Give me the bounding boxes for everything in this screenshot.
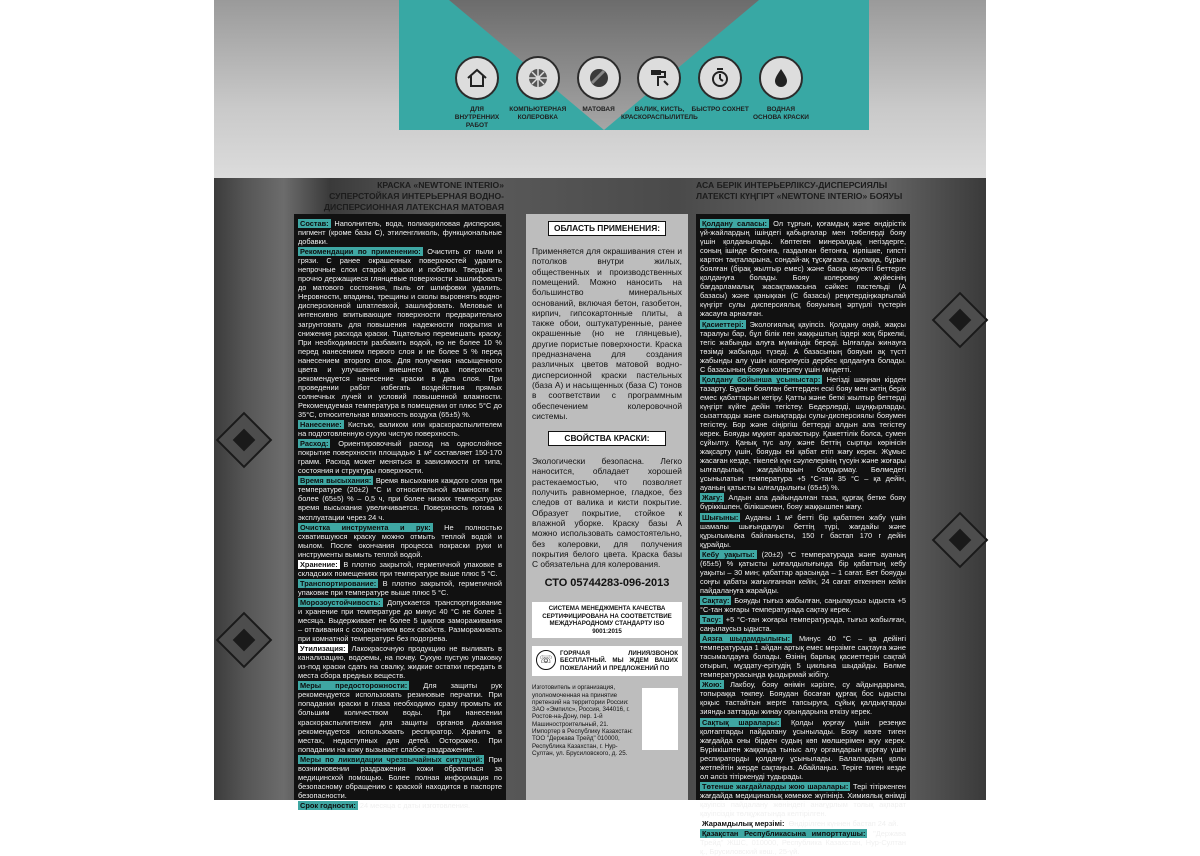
kz-section	[700, 615, 906, 633]
section-tag: Транспортирование:	[300, 578, 377, 588]
feature-caption: КОМПЬЮТЕРНАЯ КОЛЕРОВКА	[509, 106, 567, 121]
decor-diamond	[216, 612, 273, 669]
application-info	[526, 214, 688, 800]
section-tag: Жағу:	[702, 493, 723, 503]
feature-caption: ВАЛИК, КИСТЬ, КРАСКОРАСПЫЛИТЕЛЬ	[621, 106, 698, 121]
section-tag: Шығыны:	[702, 512, 739, 522]
section-tag: Срок годности:	[300, 800, 356, 810]
section-text: Лакбоу, бояу өнімін кәрізге, су айдындарына, топыраққа төкпеу. Бояудан босаған құрғақ бос ыдысты қоқыс тастайтын жерге тапсыруға, сұйық қалдықтарды зиянды заттарды жинау орындарына өткізу керек.	[700, 680, 906, 717]
ru-section	[298, 439, 502, 475]
feature-caption: БЫСТРО СОХНЕТ	[691, 106, 749, 113]
feature-caption: ДЛЯ ВНУТРЕННИХ РАБОТ	[454, 106, 500, 129]
section-tag: Қолдану бойынша ұсыныстар:	[702, 374, 821, 384]
section-tag: Морозоустойчивость:	[300, 597, 381, 607]
section-text: В плотно закрытой, герметичной упаковке при температуре выше плюс 5 °С.	[298, 578, 502, 597]
ru-section	[298, 560, 502, 578]
section-text: Для защиты рук рекомендуется использовать резиновые перчатки. При попадании краски в глаза необходимо сразу промыть их большим количеством воды. При нанесении краскораспылителем для защиты органов дыхания рекомендуется использовать респиратор. Хранить в местах, недоступных для детей. Осторожно. При попадании на кожу вызывает слабое раздражение.	[298, 681, 502, 754]
feature-caption: МАТОВАЯ	[582, 106, 615, 113]
kz-section	[700, 829, 906, 856]
application-area-heading: ОБЛАСТЬ ПРИМЕНЕНИЯ:	[548, 221, 666, 236]
section-text: Минус 40 °С – қа дейінгі температурада 1 айдан артық емес мерзімге сақтауға және тасымалдауға болады. Өзінің барлық қасиеттерін сақтай отырып, мұздату-ерітудің 5 циклына шыдайды. Бөлме температурасында қыздырмай жібіту.	[700, 634, 906, 680]
kz-section	[700, 782, 906, 818]
ru-section	[298, 579, 502, 597]
kz-section	[700, 819, 906, 828]
section-tag: Очистка инструмента и рук:	[300, 522, 431, 532]
product-title-kz: АСА БЕРІК ИНТЕРЬЕРЛІКСУ-ДИСПЕРСИЯЛЫ ЛАТЕКСТІ КҮҢГІРТ «NEWTONE INTERIO» БОЯУЫ	[696, 180, 903, 201]
decor-diamond	[216, 412, 273, 469]
kz-section	[700, 493, 906, 511]
house-icon	[455, 56, 499, 100]
feature-icons	[448, 56, 810, 146]
kz-section	[700, 718, 906, 781]
hotline-text: ГОРЯЧАЯ ЛИНИЯ/ЗВОНОК БЕСПЛАТНЫЙ. МЫ ЖДЕМ ВАШИХ ПОЖЕЛАНИЙ И ПРЕДЛОЖЕНИЙ ПО	[560, 650, 678, 672]
paint-properties-text: Экологически безопасна. Легко наносится, обладает хорошей растекаемостью, что позволяет получить равномерное, гладкое, без следов от валика и кисти покрытие. Образует покрытие, стойкое к влажной уборке. Краску базы А можно использовать самостоятельно, без колеровки, для получения покрытия белого цвета. Краска базы С обязательна для колерования.	[532, 456, 682, 570]
section-text: Очистить от пыли и грязи. С ранее окрашенных поверхностей удалить непрочные слои старой краски и побелки. Твердые и прочно держащиеся глянцевые поверхности зашлифовать до матового состояния, пыль от шлифовки удалить. Неровности, впадины, трещины и сколы выровнять водно-дисперсионной шпатлевкой, зашлифовать. Меловые и интенсивно впитывающие поверхности предварительно загрунтовать для повышения надежности покрытия и снижения расхода краски. Тщательно перемешать краску. При необходимости разбавить водой, но не более 10 % перед нанесением первого слоя и не более 5 % перед нанесением второго слоя. Для получения насыщенного цвета и улучшения внешнего вида поверхности рекомендуется нанесение краски в два слоя. При проведении работ избегать воздействия прямых солнечных лучей и условий повышенной влажности. Рекомендуемая температура в помещении от плюс 5°С до 35°С, относительная влажность воздуха (65±5) %.	[298, 247, 503, 419]
section-tag: Расход:	[300, 439, 329, 449]
section-text: Наполнитель, вода, полиакриловая дисперсия, пигмент (кроме базы С), этиленгликоль, функциональные добавки.	[298, 219, 502, 247]
tools-icon	[637, 56, 681, 100]
ru-section	[298, 801, 502, 810]
phone-icon: ☏	[536, 650, 556, 670]
section-text: "Держава Трейд" ЖШС, 010000, Республика Казахстан, Нур-Султан қ., Брусиловский көш., 25-үй.	[700, 829, 906, 856]
manufacturer-block	[532, 684, 682, 757]
section-text: Лакокрасочную продукцию не выливать в канализацию, водоемы, на почву. Сухую пустую упаковку из-под краски сдать на свалку, жидкие остатки передать в места сбора вредных веществ.	[298, 644, 502, 681]
section-text: Ол тұрғын, қоғамдық және өндірістік үй-жайлардың ішіндегі қабырғалар мен төбелерді бояу үшін қолданылады. Көптеген минералдық негіздерге, соның ішінде бетонға, газдалған бетонға, кірпішке, гипсті картон тақталарына, сондай-ақ тұсқағазға, сылаққа, бұрын боялған (бірақ жылтыр емес) және басқа кеуекті беттерге қолдануға болады. Бояу колеровку жүйесінің бағдарламалық жасақтамасына сәйкес пастельді (А базасы) және қанықкан (С базасы) реңктердіңжарғылай күңгірт сулы дисперсиялық бояуының әртүрлі түстерін жасауға арналған.	[700, 219, 906, 319]
fast-dry-icon	[698, 56, 742, 100]
ru-section	[298, 644, 502, 680]
section-tag: Сақтық шаралары:	[702, 717, 780, 727]
feature-water-based	[752, 56, 810, 146]
certification-note: СИСТЕМА МЕНЕДЖМЕНТА КАЧЕСТВА СЕРТИФИЦИРОВАНА НА СООТВЕТСТВИЕ МЕЖДУНАРОДНОМУ СТАНДАРТУ ISO 9001:2015	[532, 602, 682, 638]
instructions-ru	[294, 214, 506, 810]
section-text: Алдын ала дайындалған таза, құрғақ бетке бояу бүріккішпен, білікшемен, бояу жаққышпен жағу.	[700, 493, 906, 512]
section-text: В плотно закрытой, герметичной упаковке в складских помещениях при температуре выше плюс 5 °С.	[298, 559, 502, 578]
section-tag: Кебу уақыты:	[702, 549, 755, 559]
feature-fast-dry	[691, 56, 749, 146]
section-tag: Меры предосторожности:	[300, 681, 408, 691]
section-text: 24 месяца с даты изготовления.	[357, 800, 471, 810]
section-tag: Утилизация:	[300, 644, 346, 654]
section-text: Негізді шаңнан кірден тазарту. Бұрын боялған беттерден ескі бояу мен әктің берік емес қабаттарын кетіру. Қатты және беткі жылтыр беттерді күңгірт күйге дейін тегістеу. Бедерлерді, шұңқырларды, сызаттарды және сынықтарды сулы-дисперсиялы бояумен тегістеу. Бор және сіңіргіш беттерді алдын ала тегістеу керек. Бояуды мұқият араластыру. Қажеттілік болса, сумен сұйылту. Қанық түс алу және беттің сыртқы көрінісін жақсарту үшін, бояуды екі қабат етіп жағу керек. Жұмыс жасаған кезде, тікелей күн сәулелерінің түсуін және жоғары ылғалдылық жағдайларын болдырмау. Бөлмедегі ұсынылатын температура +5 °С-тан 35 °С – қа дейін, ауаның қатысты ылғалдылығы (65±5) %.	[700, 374, 907, 493]
feature-interior	[448, 56, 506, 146]
paint-label	[214, 0, 986, 856]
application-area-text: Применяется для окрашивания стен и потолков внутри жилых, общественных и производственных помещений. Можно наносить на большинство минеральных оснований, включая бетон, газобетон, кирпич, гипсокартонные плиты, а также обои, оштукатуренные, ранее окрашенные (но не глянцевые), другие пористые поверхности. Краска предназначена для создания различных цветов матовой водно-дисперсионной краски пастельных (база А) и насыщенных (база С) тонов в соответствии с программным обеспечением колеровочной системы.	[532, 246, 682, 421]
palette-icon	[516, 56, 560, 100]
section-tag: Қасиеттері:	[702, 319, 744, 329]
section-tag: Аязға шыдамдылығы:	[702, 634, 791, 644]
section-tag: Нанесение:	[300, 420, 342, 430]
ru-section	[298, 219, 502, 246]
section-text: Қолды қорғау үшін резеңке қолғаптарды пайдалану ұсынылады. Бояу көзге тиген жағдайда оны бірден судың көп мөлшерімен жуу керек. Бүріккішпен жаққанда тыныс алу органдарын қорғау үшін респираторды қолдану ұсынылады. Балалардың қолы жетпейтін жерде сақтаңыз. Абайлаңыз. Теріге тиген кезде ол әлсіз тітіркенуді тудырады.	[700, 717, 906, 781]
section-text: Кистью, валиком или краскораспылителем на подготовленную сухую чистую поверхность.	[298, 420, 502, 439]
section-tag: Меры по ликвидации чрезвычайных ситуаций:	[300, 754, 483, 764]
kz-section	[700, 596, 906, 614]
kz-section	[700, 680, 906, 716]
standard-code: СТО 05744283-096-2013	[544, 577, 670, 590]
ru-section	[298, 247, 502, 419]
section-tag: Время высыхания:	[300, 476, 372, 486]
feature-caption: ВОДНАЯ ОСНОВА КРАСКИ	[753, 106, 809, 121]
ru-section	[298, 755, 502, 800]
manufacturer-text: Изготовитель и организация, уполномоченная на принятие претензий на территории России: ЗАО «Эмпилс», Россия, 344016, г. Ростов-на-Дону, пер. 1-й Машиностроительный, 21. Импортер в Республику Казахстан: ТОО "Держава Трейд" 010000, Республика Казахстан, г. Нур-Султан, ул. Брусиловского, д. 25.	[532, 684, 633, 757]
section-tag: Состав:	[300, 219, 329, 228]
section-text: При возникновении раздражения кожи обратиться за медицинской помощью. Более полная информация по безопасному обращению с краской находится в паспорте безопасности.	[298, 754, 502, 800]
ru-section	[298, 476, 502, 521]
matte-icon	[577, 56, 621, 100]
section-tag: Қазақстан Республикасына импорттаушы:	[702, 829, 866, 839]
feature-tools	[621, 56, 698, 146]
water-drop-icon	[759, 56, 803, 100]
section-tag: Рекомендации по применению:	[300, 247, 421, 257]
section-text: Время высыхания каждого слоя при температуре (20±2) °С и относительной влажности не более (65±5) % – 0,5 ч, при более низких температурах время высыхания увеличивается. Поверхность готова к эксплуатации через 24 ч.	[298, 476, 502, 522]
section-text: Бояуды тығыз жабылған, саңылаусыз ыдыста +5 °С-тан жоғары температурада сақтау керек.	[700, 595, 906, 614]
decor-diamond	[932, 512, 989, 569]
kz-section	[700, 634, 906, 679]
section-text: +5 °С-тан жоғары температурада, тығыз жабылған, саңылаусыз ыдыста.	[700, 615, 906, 634]
section-text: Экологиялық қауіпсіз. Қолдану оңай, жақсы таралуы бар, бұл білік пен жаққыштың іздері жоқ біркелкі, тегіс жабынды алуға мүмкіндік береді. Ылғалды жинауға төзімді жабынды түзеді. А базасының бояуын ақ түсті жабынды алу үшін колерлеусіз дербес қолдануға болады. С базасының бояуы колерлеу үшін міндетті.	[700, 319, 906, 374]
feature-matte	[570, 56, 628, 146]
instructions-kz	[696, 214, 910, 856]
paint-properties-heading: СВОЙСТВА КРАСКИ:	[548, 431, 666, 446]
section-tag: Тасу:	[702, 615, 722, 625]
section-text: Өндірілген күннен бастап 24 ай.	[786, 819, 899, 829]
section-tag: Төтенше жағдайларды жою шаралары:	[702, 781, 849, 791]
section-tag: Қолдану саласы:	[702, 219, 768, 228]
section-text: Ориентировочный расход на однослойное покрытие поверхности площадью 1 м² составляет 150-170 грамм. Расход может меняться в зависимости от типа, состояния и структуры поверхности.	[298, 439, 502, 476]
section-text: (20±2) °С температурада және ауаның (65±5) % қатысты ылғалдылығында бір қабаттың кебу уақыты – 30 мин; қабаттар арасында – 1 сағат. Бет бояуды соңғы қабаты жағылғаннан кейін, 24 сағат өткеннен кейін пайдалануға жарайды.	[700, 549, 907, 595]
product-title-ru: КРАСКА «NEWTONE INTERIO» СУПЕРСТОЙКАЯ ИНТЕРЬЕРНАЯ ВОДНО-ДИСПЕРСИОННАЯ ЛАТЕКСНАЯ МАТОВАЯ	[323, 180, 504, 212]
feature-tinting	[509, 56, 567, 146]
barcode-area	[642, 688, 678, 750]
section-text: Ауданы 1 м² бетті бір қабатпен жабу үшін шамалы шығындалуы беттің түрі, жағдайы және құрылымына байланысты, 150 г бастап 170 г дейін құрайды.	[700, 512, 906, 549]
section-tag: Жарамдылық мерзімі:	[702, 819, 785, 829]
ru-section	[298, 598, 502, 643]
ru-section	[298, 681, 502, 753]
section-tag: Жою:	[702, 680, 722, 690]
section-text: Тері тітіркенген жағдайда медициналық көмекке жүгініңіз. Химиялық өнімді қауіпсіз пайдалану жөніндегі анағұрлым толық ақпарат қауіпсіздік төлқұжатында келтірілген.	[700, 781, 906, 818]
hotline-box	[532, 646, 682, 676]
decor-diamond	[932, 292, 989, 349]
section-text: Допускается транспортирование и хранение при температуре до минус 40 °С не более 1 месяца. Выдерживает не более 5 циклов замораживания – оттаивания с сохранением всех свойств. Размораживать при комнатной температуре без подогрева.	[298, 597, 502, 644]
kz-section	[700, 320, 906, 374]
ru-section	[298, 420, 502, 438]
kz-section	[700, 375, 906, 493]
kz-section	[700, 219, 906, 319]
section-tag: Хранение:	[300, 559, 338, 569]
kz-section	[700, 513, 906, 549]
section-text: Не полностью схватившуюся краску можно отмыть теплой водой и мылом. После окончания процесса покраски руки и инструменты вымыть теплой водой.	[298, 522, 503, 559]
kz-section	[700, 550, 906, 595]
ru-section	[298, 523, 502, 559]
section-tag: Сақтау:	[702, 595, 730, 605]
